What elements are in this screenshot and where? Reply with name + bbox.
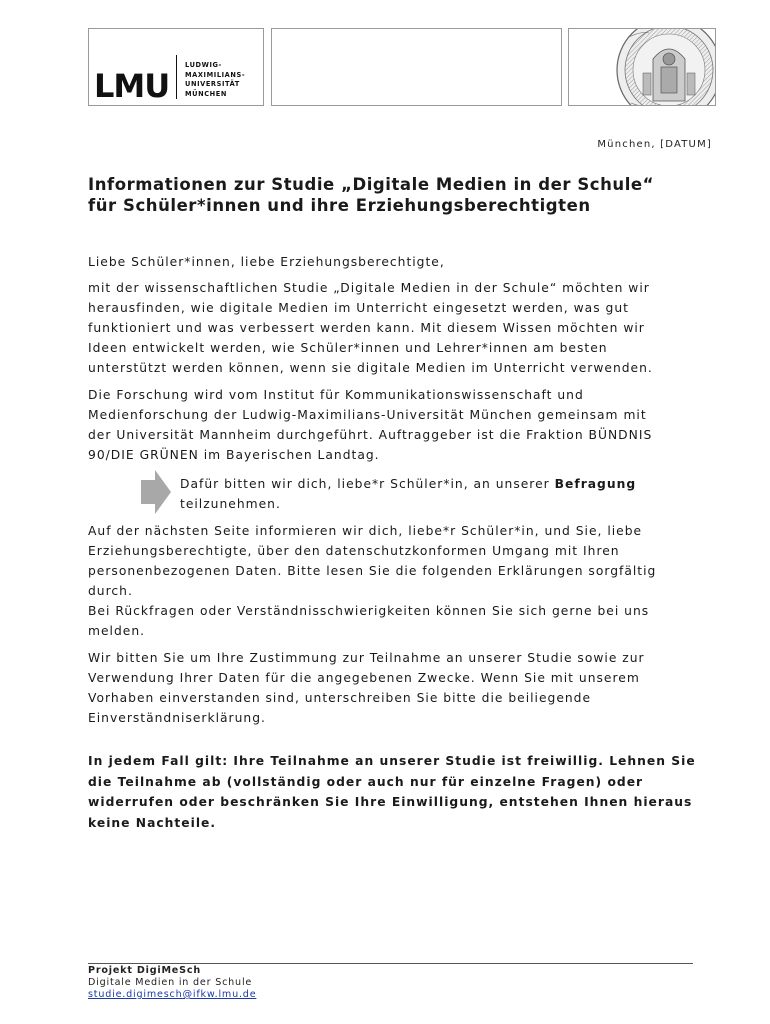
arrow-right-icon	[139, 470, 173, 514]
footer-subtitle: Digitale Medien in der Schule	[88, 977, 253, 988]
text-line: die Teilnahme ab (vollständig oder auch nur für einzelne Fragen) oder	[88, 774, 644, 789]
text-line: Erziehungsberechtigte, über den datenschutzkonformen Umgang mit Ihren	[88, 544, 620, 558]
text-line: durch.	[88, 584, 133, 598]
footer-email-link[interactable]: studie.digimesch@ifkw.lmu.de	[88, 989, 257, 1000]
footer-project-name: Projekt DigiMeSch	[88, 965, 201, 976]
university-seal	[568, 28, 716, 106]
voluntary-participation-notice	[88, 751, 696, 833]
salutation: Liebe Schüler*innen, liebe Erziehungsberechtigte,	[88, 255, 445, 269]
paragraph-data-protection	[88, 521, 688, 641]
text-line: Einverständniserklärung.	[88, 711, 266, 725]
paragraph-research-info	[88, 385, 688, 465]
paragraph-study-intro	[88, 278, 688, 378]
text-line: Auf der nächsten Seite informieren wir dich, liebe*r Schüler*in, und Sie, liebe	[88, 524, 643, 538]
text-line: unterstützt werden können, wenn sie digitale Medien im Unterricht verwenden.	[88, 361, 653, 375]
text-line: widerrufen oder beschränken Sie Ihre Einwilligung, entstehen Ihnen hieraus	[88, 795, 693, 809]
text-line: Dafür bitten wir dich, liebe*r Schüler*in, an unserer Befragung	[180, 477, 637, 491]
text-line: Verwendung Ihrer Daten für die angegebenen Zwecke. Wenn Sie mit unserem	[88, 671, 640, 685]
text-line: funktioniert und was verbessert werden kann. Mit diesem Wissen möchten wir	[88, 321, 645, 335]
text-line: melden.	[88, 624, 146, 638]
title-line: Informationen zur Studie „Digitale Medien in der Schule“	[88, 175, 655, 194]
survey-emphasis: Befragung	[554, 477, 637, 491]
survey-callout	[180, 474, 660, 514]
text-line: 90/DIE GRÜNEN im Bayerischen Landtag.	[88, 448, 380, 462]
text-line: In jedem Fall gilt: Ihre Teilnahme an unserer Studie ist freiwillig. Lehnen Sie	[88, 754, 696, 768]
title-line: für Schüler*innen und ihre Erziehungsberechtigten	[88, 196, 591, 215]
text-line: herausfinden, wie digitale Medien im Unterricht eingesetzt werden, was gut	[88, 301, 629, 315]
lmu-logo-wordmark: LMU	[94, 67, 170, 105]
lmu-logo	[88, 28, 264, 106]
logo-divider	[176, 55, 177, 99]
seal-image	[569, 29, 716, 106]
document-title	[88, 174, 688, 216]
header-blank-box	[271, 28, 562, 106]
text-line: teilzunehmen.	[180, 497, 281, 511]
text-line: keine Nachteile.	[88, 815, 217, 830]
text-line: Bei Rückfragen oder Verständnisschwierigkeiten können Sie sich gerne bei uns	[88, 604, 650, 618]
text-line: Vorhaben einverstanden sind, unterschreiben Sie bitte die beiliegende	[88, 691, 592, 705]
text-line: der Universität Mannheim durchgeführt. Auftraggeber ist die Fraktion BÜNDNIS	[88, 428, 653, 442]
date-line: München, [DATUM]	[597, 139, 712, 150]
footer	[88, 965, 256, 1001]
paragraph-consent-request	[88, 648, 688, 728]
text-line: Die Forschung wird vom Institut für Kommunikationswissenschaft und	[88, 388, 584, 402]
text-line: personenbezogenen Daten. Bitte lesen Sie die folgenden Erklärungen sorgfältig	[88, 564, 657, 578]
footer-divider	[88, 963, 693, 964]
text-line: Wir bitten Sie um Ihre Zustimmung zur Teilnahme an unserer Studie sowie zur	[88, 651, 645, 665]
text-line: Medienforschung der Ludwig-Maximilians-Universität München gemeinsam mit	[88, 408, 647, 422]
text-line: mit der wissenschaftlichen Studie „Digitale Medien in der Schule“ möchten wir	[88, 281, 650, 295]
lmu-logo-name: LUDWIG- MAXIMILIANS- UNIVERSITÄT MÜNCHEN	[185, 61, 246, 98]
text-line: Ideen entwickelt werden, wie Schüler*innen und Lehrer*innen am besten	[88, 341, 608, 355]
